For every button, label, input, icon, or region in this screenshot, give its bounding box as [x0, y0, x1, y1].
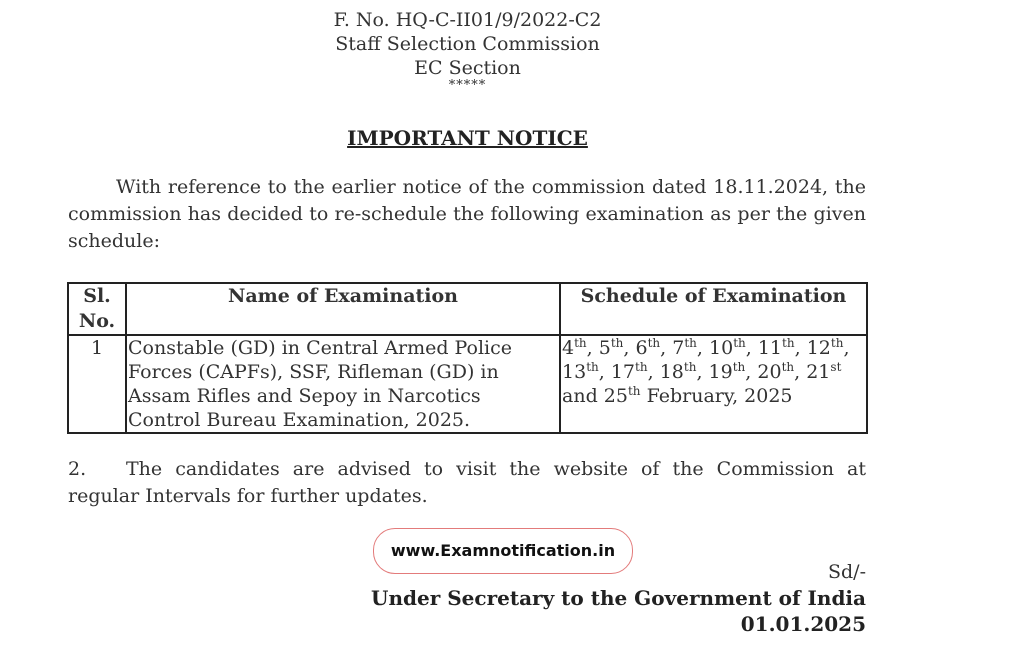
paragraph-number: 2.: [68, 458, 87, 480]
sl-header-line2: No.: [78, 310, 116, 332]
exam-name-header: Name of Examination: [126, 283, 560, 335]
header-stars: *****: [448, 78, 487, 93]
row-schedule: 4th, 5th, 6th, 7th, 10th, 11th, 12th, 13th, 17th, 18th, 19th, 20th, 21st and 25th February, 2025: [560, 335, 867, 433]
exam-schedule-table: [67, 282, 868, 434]
updates-paragraph: [68, 456, 866, 510]
website-watermark: www.Examnotification.in: [373, 528, 633, 574]
sl-header-line1: Sl.: [83, 285, 111, 307]
row-sl-no: 1: [68, 335, 126, 433]
section-name: EC Section: [414, 57, 521, 79]
updates-text: The candidates are advised to visit the website of the Commission at regular Intervals for further updates.: [68, 458, 866, 507]
organization-name: Staff Selection Commission: [335, 33, 600, 55]
signed-mark: Sd/-: [828, 561, 866, 583]
schedule-header: Schedule of Examination: [560, 283, 867, 335]
table-header-row: [68, 283, 867, 335]
signatory-designation: Under Secretary to the Government of India: [371, 586, 866, 610]
notice-date: 01.01.2025: [740, 612, 866, 636]
reference-paragraph: With reference to the earlier notice of the commission dated 18.11.2024, the commission has decided to re-schedule the following examination as per the given schedule:: [68, 176, 866, 252]
notice-header: [0, 8, 935, 92]
notice-title: IMPORTANT NOTICE: [347, 126, 588, 150]
file-number: F. No. HQ-C-II01/9/2022-C2: [333, 9, 602, 31]
sl-no-header: [68, 283, 126, 335]
table-row: [68, 335, 867, 433]
row-exam-name: Constable (GD) in Central Armed Police Forces (CAPFs), SSF, Rifleman (GD) in Assam Rifles and Sepoy in Narcotics Control Bureau Examination, 2025.: [126, 335, 560, 433]
